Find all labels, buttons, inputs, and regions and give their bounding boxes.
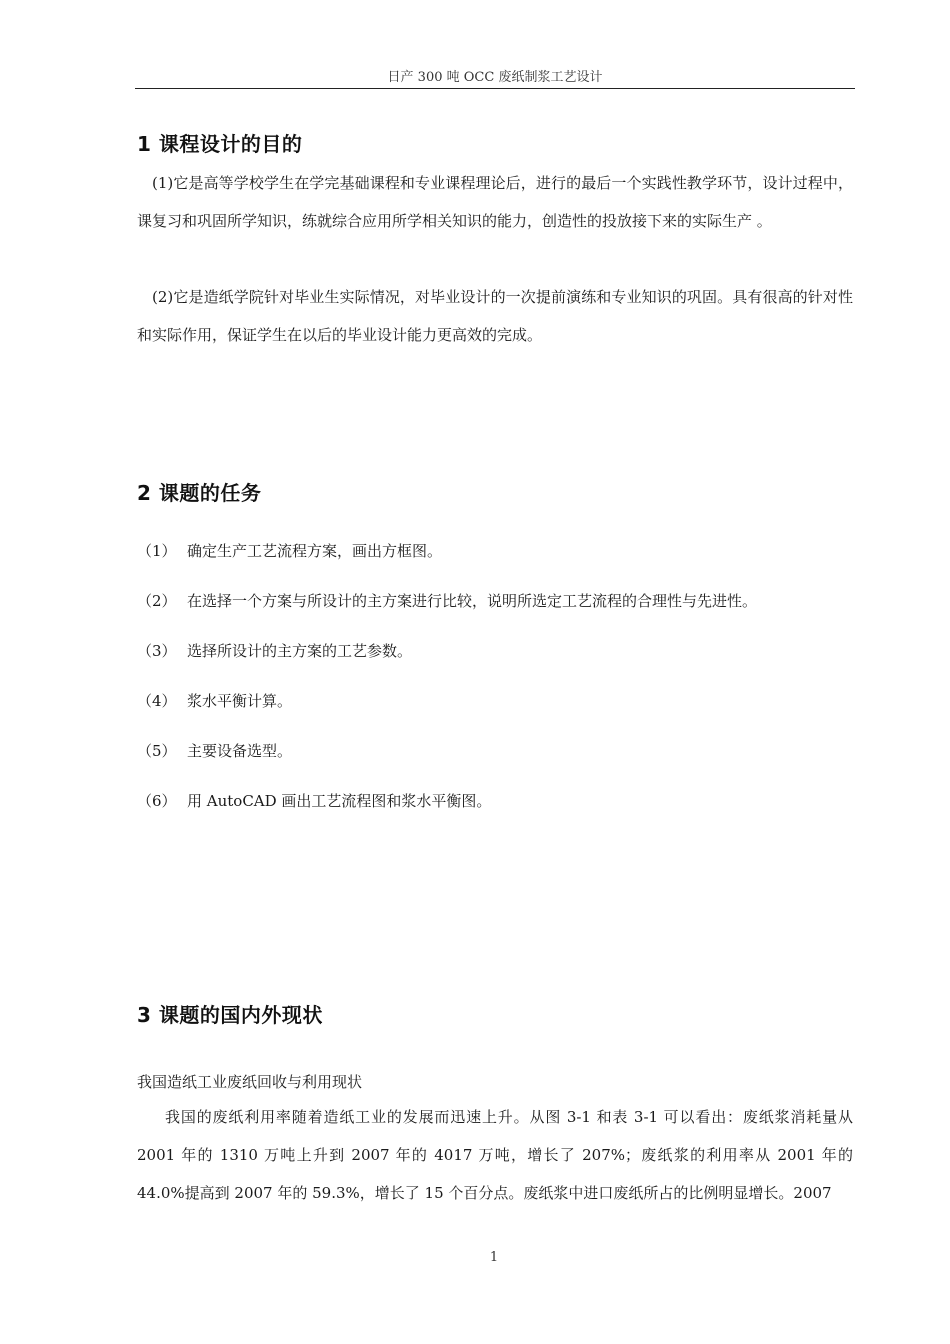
header-rule bbox=[135, 88, 855, 89]
section-1-paragraph-2: (2)它是造纸学院针对毕业生实际情况，对毕业设计的一次提前演练和专业知识的巩固。具有很高的针对性和实际作用，保证学生在以后的毕业设计能力更高效的完成。 bbox=[137, 288, 853, 344]
task-item-number: （3） bbox=[137, 642, 177, 660]
task-item-text: 选择所设计的主方案的工艺参数。 bbox=[187, 642, 413, 660]
task-item-text: 用 AutoCAD 画出工艺流程图和浆水平衡图。 bbox=[187, 792, 492, 810]
task-item-2 bbox=[137, 590, 757, 611]
task-item-number: （4） bbox=[137, 692, 177, 710]
running-header: 日产 300 吨 OCC 废纸制浆工艺设计 bbox=[387, 70, 603, 85]
task-item-number: （1） bbox=[137, 542, 177, 560]
section-2-heading: 2 课题的任务 bbox=[137, 481, 262, 505]
task-item-text: 确定生产工艺流程方案，画出方框图。 bbox=[187, 542, 443, 560]
task-item-text: 主要设备选型。 bbox=[187, 742, 293, 760]
task-item-1 bbox=[137, 540, 442, 561]
task-item-number: （2） bbox=[137, 592, 177, 610]
task-item-text: 浆水平衡计算。 bbox=[187, 692, 293, 710]
section-1-paragraph-1: (1)它是高等学校学生在学完基础课程和专业课程理论后，进行的最后一个实践性教学环节，设计过程中，课复习和巩固所学知识，练就综合应用所学相关知识的能力，创造性的投放接下来的实际生产 。 bbox=[137, 174, 853, 230]
task-item-number: （6） bbox=[137, 792, 177, 810]
task-item-number: （5） bbox=[137, 742, 177, 760]
task-item-4 bbox=[137, 690, 292, 711]
page-number: 1 bbox=[489, 1250, 499, 1265]
task-item-text: 在选择一个方案与所设计的主方案进行比较，说明所选定工艺流程的合理性与先进性。 bbox=[187, 592, 758, 610]
section-3-heading: 3 课题的国内外现状 bbox=[137, 1003, 323, 1027]
section-3-subheading: 我国造纸工业废纸回收与利用现状 bbox=[137, 1073, 363, 1091]
task-item-6 bbox=[137, 790, 491, 811]
section-3-paragraph: 我国的废纸利用率随着造纸工业的发展而迅速上升。从图 3-1 和表 3-1 可以看出：废纸浆消耗量从 2001 年的 1310 万吨上升到 2007 年的 4017 万吨，增长了 207%；废纸浆的利用率从 2001 年的 44.0%提高到 2007 年的 59.3%，增长了 15 个百分点。废纸浆中进口废纸所占的比例明显增长。2007 bbox=[137, 1108, 853, 1202]
task-item-3 bbox=[137, 640, 412, 661]
section-1-heading: 1 课程设计的目的 bbox=[137, 132, 303, 156]
task-item-5 bbox=[137, 740, 292, 761]
